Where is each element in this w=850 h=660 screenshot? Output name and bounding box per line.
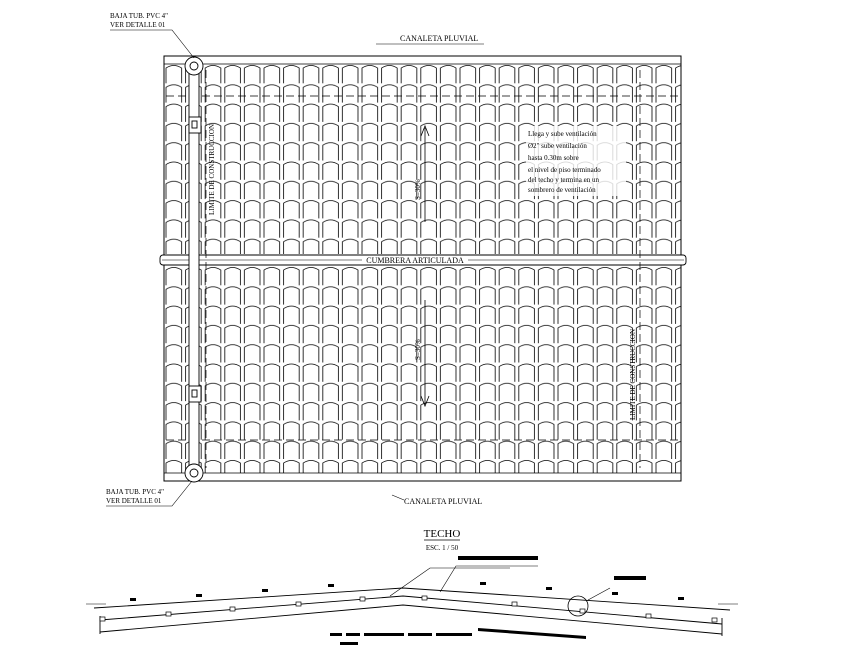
vent-note-line: el nivel de piso terminado [528,166,601,174]
vent-note-line: del techo y termina en un [528,176,599,184]
slope-top-label: S=30% [414,179,422,200]
downpipe-label-top [110,12,194,58]
title-text: TECHO [423,528,461,540]
limit-right-label: LIMITE DE CONSTRUCCION [629,329,637,420]
vent-note-line: sombrero de ventilación [528,186,596,194]
downpipe-bottom-line2: VER DETALLE 01 [106,497,162,505]
vent-note-line: hasta 0.30m sobre [528,154,579,162]
scale-text: ESC. 1 / 50 [425,544,459,552]
gutter-label-top [376,34,484,44]
tile-field-lower [164,266,681,473]
gutter-top-text: CANALETA PLUVIAL [400,34,479,43]
downpipe-top-line1: BAJA TUB. PVC 4" [110,12,168,20]
downpipe-bottom-line1: BAJA TUB. PVC 4" [106,488,164,496]
vent-note-line: Llega y sube ventilación [528,130,597,138]
section-note-bars [330,556,646,645]
drawing-title [424,528,461,552]
ridge-label: CUMBRERA ARTICULADA [366,256,464,265]
downpipe-label-bottom [106,481,192,506]
limit-left-label: LIMITE DE CONSTRUCCION [208,124,216,215]
gutter-label-bottom [392,495,482,506]
gutter-bottom-text: CANALETA PLUVIAL [404,497,483,506]
vent-note-line: Ø2" sube ventilación [528,142,587,150]
downpipe-top-line2: VER DETALLE 01 [110,21,166,29]
slope-bottom-label: S=30% [414,339,422,360]
